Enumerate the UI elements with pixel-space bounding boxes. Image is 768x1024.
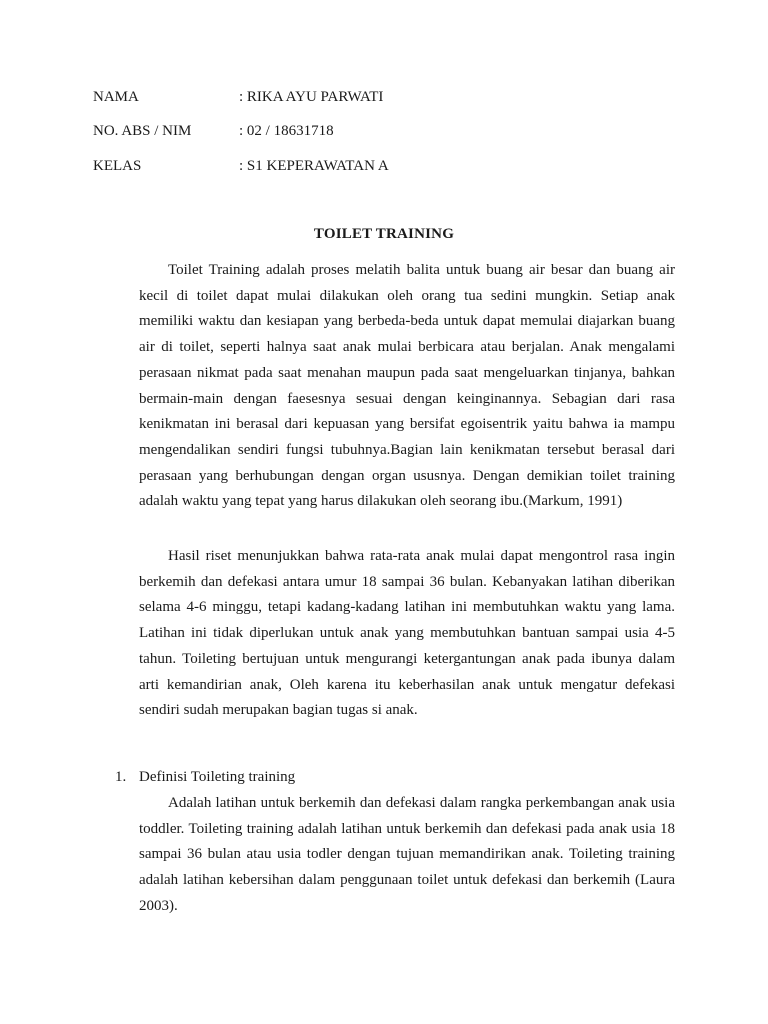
paragraph-research (139, 544, 675, 724)
section-number: 1. (115, 769, 127, 785)
header-label: NAMA (93, 89, 139, 105)
header-label: NO. ABS / NIM (93, 123, 192, 139)
header-value: : S1 KEPERAWATAN A (239, 158, 389, 174)
header-row-nama (93, 87, 693, 107)
header-row-nim (93, 121, 693, 141)
header-value: : 02 / 18631718 (239, 123, 334, 139)
section-body (139, 791, 675, 920)
paragraph-text: Hasil riset menunjukkan bahwa rata-rata anak mulai dapat mengontrol rasa ingin berkemih dan defekasi antara umur 18 sampai 36 bulan. Kebanyakan latihan diberikan selama 4-6 minggu, tetapi kadang-kadang latihan ini membutuhkan waktu yang lama. Latihan ini tidak diperlukan untuk anak yang membutuhkan bantuan sampai usia 4-5 tahun. Toileting bertujuan untuk mengurangi ketergantungan anak pada ibunya dalam arti kemandirian anak, Oleh karena itu keberhasilan anak untuk mengatur defekasi sendiri sudah merupakan bagian tugas si anak. (139, 548, 675, 719)
section-heading: Definisi Toileting training (139, 769, 296, 785)
paragraph-text: Toilet Training adalah proses melatih balita untuk buang air besar dan buang air kecil di toilet dapat mulai dilakukan oleh orang tua sedini mungkin. Setiap anak memiliki waktu dan kesiapan yang berbeda-beda untuk dapat memulai diajarkan buang air di toilet, seperti halnya saat anak mulai berbicara atau berjalan. Anak mengalami perasaan nikmat pada saat menahan maupun pada saat mengeluarkan tinjanya, bahkan bermain-main dengan faesesnya sesuai dengan keinginannya. Sebagian dari rasa kenikmatan ini berasal dari kepuasan yang bersifat egoisentrik yaitu bahwa ia mampu mengendalikan sendiri fungsi tubuhnya.Bagian lain kenikmatan tersebut berasal dari perasaan yang berhubungan dengan organ ususnya. Dengan demikian toilet training adalah waktu yang tepat yang harus dilakukan oleh seorang ibu.(Markum, 1991) (139, 262, 675, 510)
header-value: : RIKA AYU PARWATI (239, 89, 384, 105)
document-title: TOILET TRAINING (313, 226, 455, 242)
header-label: KELAS (93, 158, 142, 174)
header-row-kelas (93, 156, 693, 176)
paragraph-text: Adalah latihan untuk berkemih dan defekasi dalam rangka perkembangan anak usia toddler. Toileting training adalah latihan untuk berkemih dan defekasi pada anak usia 18 sampai 36 bulan atau usia todler dengan tujuan memandirikan anak. Toileting training adalah latihan kebersihan dalam penggunaan toilet untuk defekasi dan berkemih (Laura 2003). (139, 795, 675, 914)
paragraph-intro (139, 258, 675, 515)
